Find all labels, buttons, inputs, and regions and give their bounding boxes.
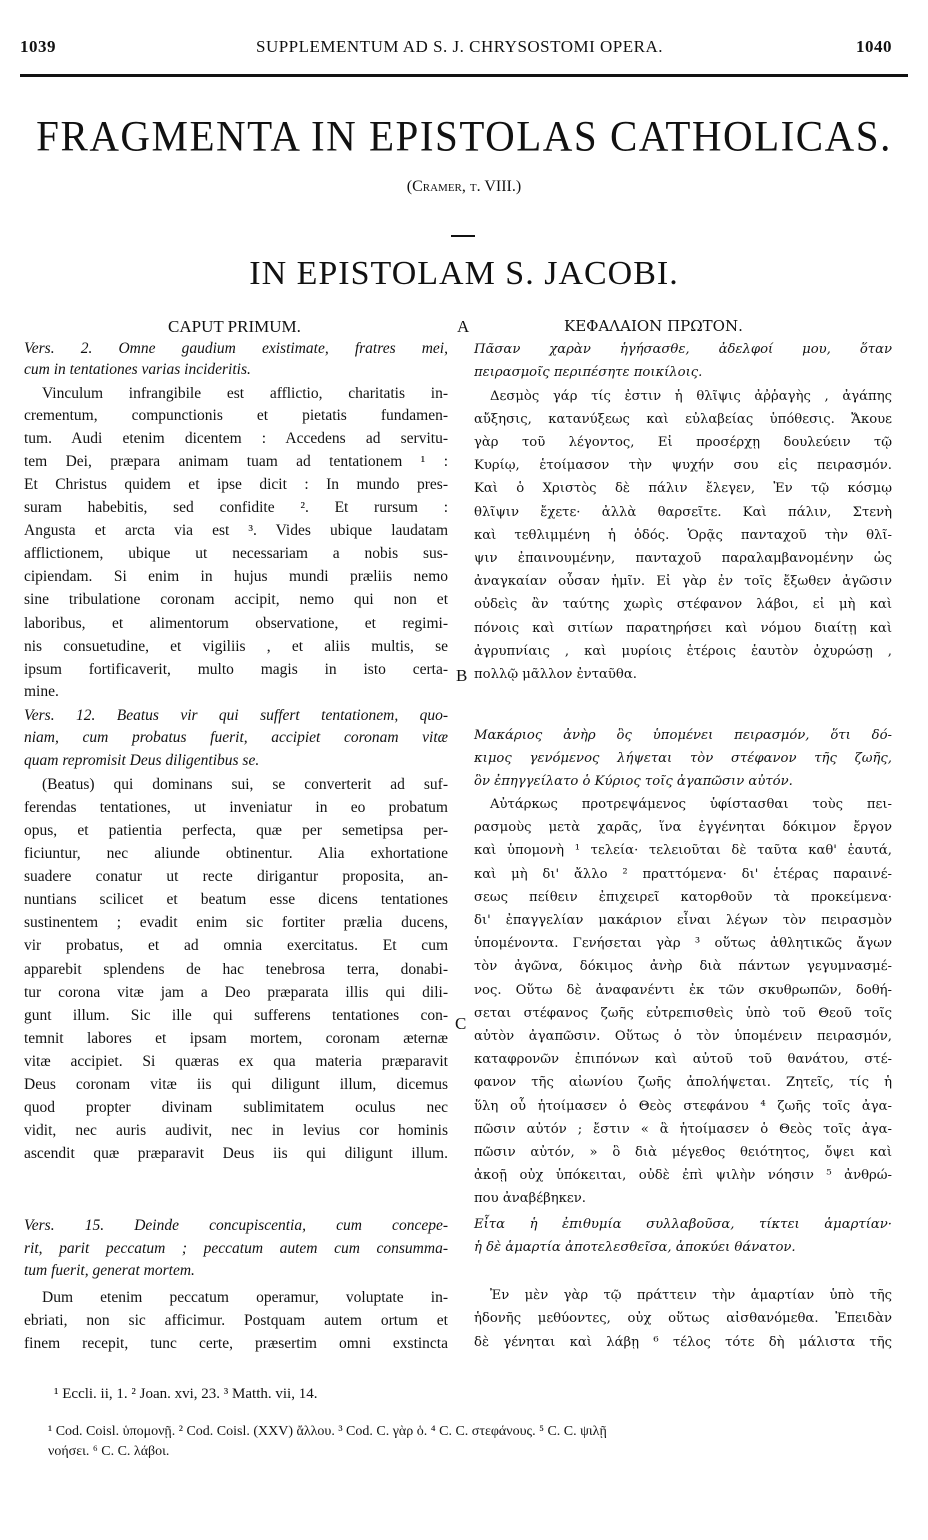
footnotes-greek-line-2: νοήσει. ⁶ C. C. λάβοι. — [48, 1444, 170, 1459]
latin-line: opus, et patientia perfecta, quæ per semetipsa per- — [24, 822, 448, 839]
latin-line: suram habebitis, sed confidite ². Et rursum : — [24, 499, 448, 516]
greek-column — [474, 0, 892, 1400]
greek-line: Μακάριος ἀνὴρ ὃς ὑπομένει πειρασμόν, ὅτι δό- — [474, 728, 892, 743]
latin-line: rit, parit peccatum ; peccatum autem cum consumma- — [24, 1240, 448, 1257]
title-dash — [451, 235, 475, 237]
latin-line: nis consuetudine, et vigiliis , et aliis multis, se — [24, 638, 448, 655]
latin-line: tum fuerit, generat mortem. — [24, 1262, 195, 1279]
latin-line: sine tribulatione coronam accipit, nemo qui non et — [24, 591, 448, 608]
running-title: SUPPLEMENTUM AD S. J. CHRYSOSTOMI OPERA. — [256, 37, 663, 56]
greek-line: τὸν ἀγῶνα, δόκιμος ἀνὴρ διὰ πάντων γεγυμνασμέ- — [474, 959, 892, 974]
latin-line: quod propter divinam sublimitatem oculus nec — [24, 1099, 448, 1116]
greek-line: ἀναγκαίαν οὖσαν ἡμῖν. Εἰ γὰρ ἐν τοῖς ἔξωθεν ἀγῶσιν — [474, 574, 892, 589]
latin-column — [24, 0, 448, 1400]
greek-line: καταφρονῶν ἐπιπόνων καὶ αὐτοῦ τοῦ θανάτου, στέ- — [474, 1052, 892, 1067]
greek-line: πειρασμοῖς περιπέσητε ποικίλοις. — [474, 365, 703, 380]
greek-line: ὕλη οὗ ἡτοίμασεν ὁ Θεὸς στεφάνου ⁴ ζωῆς τοῖς ἀγα- — [474, 1099, 892, 1114]
latin-line: cipiendam. Si enim in hujus mundi præliis nemo — [24, 568, 448, 585]
page-title: FRAGMENTA IN EPISTOLAS CATHOLICAS. — [36, 111, 892, 161]
latin-line: ipsum fortificaverit, multo magis in isto certa- — [24, 661, 448, 678]
greek-line: ὑπομένοντα. Γενήσεται γὰρ ³ οὕτως ἀθλητικῶς ἄγων — [474, 936, 892, 951]
latin-line: tum. Audi etenim dicentem : Accedens ad servitu- — [24, 430, 448, 447]
greek-line: σεται στέφανος ζωῆς εὐτρεπισθεὶς ὑπὸ τοῦ Θεοῦ τοῖς — [474, 1006, 892, 1021]
latin-line: vidit, nec auris audivit, nec in levius cor hominis — [24, 1122, 448, 1139]
page-number-left: 1039 — [20, 37, 56, 56]
section-title: IN EPISTOLAM S. JACOBI. — [249, 255, 679, 292]
latin-line: apparebit splendens de hac tenebrosa terra, donabi- — [24, 961, 448, 978]
greek-chapter-heading: ΚΕΦΑΛΑΙΟΝ ΠΡΩΤΟΝ. — [564, 317, 743, 335]
greek-line: που ἀναβέβηκεν. — [474, 1191, 586, 1206]
margin-letter-b: B — [456, 666, 468, 685]
greek-line: πόνοις καὶ σιτίων παρατηρήσει καὶ νόμου διαίτῃ καὶ — [474, 621, 892, 636]
latin-line: mine. — [24, 683, 59, 700]
greek-line: Ἐν μὲν γὰρ τῷ πράττειν τὴν ἁμαρτίαν ὑπὸ τῆς — [490, 1288, 892, 1303]
latin-line: sustinentem ; evadit enim sic fortiter prælia ducens, — [24, 914, 448, 931]
greek-line: αὔξησις, κατανύξεως καὶ εὐλαβείας ὑπόθεσις. Ἄκουε — [474, 412, 892, 427]
latin-line: Deus coronam vitæ iis qui diligunt illum, dicemus — [24, 1076, 448, 1093]
latin-line: Vers. 2. Omne gaudium existimate, fratres mei, — [24, 340, 448, 357]
footnotes-latin: ¹ Eccli. ii, 1. ² Joan. xvi, 23. ³ Matth. vii, 14. — [54, 1386, 318, 1402]
greek-line: Δεσμὸς γάρ τίς ἐστιν ἡ θλῖψις ἀῤῥαγὴς , ἀγάπης — [490, 389, 892, 404]
greek-line: θλῖψιν ἔχετε· ἀλλὰ θαρσεῖτε. Καὶ πάλιν, Στενὴ — [474, 505, 892, 520]
latin-line: gunt illum. Sic ille qui sufferens tentationes con- — [24, 1007, 448, 1024]
greek-line: κιμος γενόμενος λήψεται τὸν στέφανον τῆς ζωῆς, — [474, 751, 892, 766]
greek-line: νος. Οὕτω δὲ ἀναφανέντι ἐκ τῶν σκυθρωπῶν, δοθή- — [474, 983, 892, 998]
greek-line: ψιν ἐπαινουμένην, πανταχοῦ παραλαμβανομένην ὡς — [474, 551, 892, 566]
greek-line: Πᾶσαν χαρὰν ἡγήσασθε, ἀδελφοί μου, ὅταν — [474, 342, 892, 357]
latin-line: Vers. 12. Beatus vir qui suffert tentationem, quo- — [24, 707, 448, 724]
footnotes-greek-line-1: ¹ Cod. Coisl. ὑπομονῇ. ² Cod. Coisl. (XXV) ἄλλου. ³ Cod. C. γὰρ ὁ. ⁴ C. C. στεφάνους. ⁵ C. C. ψιλῇ — [48, 1424, 607, 1439]
greek-line: αὐτὸν ἀγαπῶσιν. Οὕτως ὁ τὸν ὑπομένειν πειρασμόν, — [474, 1029, 892, 1044]
latin-line: Vinculum infrangibile est afflictio, charitatis in- — [42, 385, 448, 402]
latin-chapter-heading: CAPUT PRIMUM. — [168, 317, 301, 336]
subtitle-text: (Cramer, t. VIII.) — [406, 178, 522, 195]
margin-letter-c: C — [455, 1014, 467, 1033]
latin-line: quam repromisit Deus diligentibus se. — [24, 752, 260, 769]
greek-line: οὐδεὶς ἂν ταύτης χωρὶς στέφανον λάβοι, εἰ μὴ καὶ — [474, 597, 892, 612]
greek-line: γὰρ τοῦ λέγοντος, Εἰ προσέρχῃ δουλεύειν τῷ — [474, 435, 892, 450]
latin-line: vitæ accipiet. Si quæras ex qua materia præparavit — [24, 1053, 448, 1070]
latin-line: (Beatus) qui dominans sui, se converterit ad suf- — [42, 776, 448, 793]
latin-line: ebriati, non sic afficimur. Postquam autem ortum et — [24, 1312, 448, 1329]
latin-line: tem Dei, præpara animam tuam ad tentationem ¹ : — [24, 453, 448, 470]
greek-line: πολλῷ μᾶλλον ἐνταῦθα. — [474, 667, 637, 682]
latin-line: temnit labores et ipsam mortem, coronam æternæ — [24, 1030, 448, 1047]
greek-line: καὶ μὴ δι' ἄλλο ² πραττόμενα· δι' ἑτέρας παραινέ- — [474, 867, 892, 882]
greek-line: Αὐτάρκως προτρεψάμενος ὑφίστασθαι τοὺς πει- — [490, 797, 892, 812]
greek-line: ἀκοῇ οὐχ ὑπόκειται, οὐδὲ ἐπὶ ψιλὴν νόησιν ⁵ ἀνθρώ- — [474, 1168, 892, 1183]
greek-line: δι' ἐπαγγελίαν μακάριον εἶναι λέγων τὸν πειρασμὸν — [474, 913, 892, 928]
latin-line: ficiuntur, nec aliunde obtinentur. Alia exhortatione — [24, 845, 448, 862]
latin-line: nuntians scilicet et beatum esse dicens tentationes — [24, 891, 448, 908]
page-number-right: 1040 — [856, 37, 892, 56]
greek-line: Καὶ ὁ Χριστὸς δὲ πάλιν ἔλεγεν, Ἐν τῷ κόσμῳ — [474, 481, 892, 496]
greek-line: δὲ γένηται καὶ λάβῃ ⁶ τέλος τότε δὴ μάλιστα τῆς — [474, 1335, 892, 1350]
latin-line: afflictionem, ubique ut necessariam a nobis sus- — [24, 545, 448, 562]
greek-line: φανον τῆς αἰωνίου ζωῆς ἀπολήψεται. Ζητεῖς, τίς ἡ — [474, 1075, 892, 1090]
greek-line: Κυρίῳ, ἑτοίμασον τὴν ψυχήν σου εἰς πειρασμόν. — [474, 458, 892, 473]
greek-line: πῶσιν αὐτόν, » ὃ διὰ μέγεθος θειότητος, ὄψει καὶ — [474, 1145, 892, 1160]
greek-line: ἡ δὲ ἁμαρτία ἀποτελεσθεῖσα, ἀποκύει θάνατον. — [474, 1240, 796, 1255]
greek-line: σεως πείθειν ἐπιχειρεῖ κατορθοῦν τὰ προκείμενα· — [474, 890, 892, 905]
latin-line: crementum, compunctionis et pietatis fundamen- — [24, 407, 448, 424]
latin-line: finem recepit, tunc certe, præsertim omni exstincta — [24, 1335, 448, 1352]
latin-line: Et Christus quidem et ipse dicit : In mundo pres- — [24, 476, 448, 493]
latin-line: tur corona vitæ jam a Deo præparata illis qui dili- — [24, 984, 448, 1001]
greek-line: ὃν ἐπηγγείλατο ὁ Κύριος τοῖς ἀγαπῶσιν αὐτόν. — [474, 774, 793, 789]
greek-line: πῶσιν αὐτόν ; ἔστιν « ἃ ἡτοίμασεν ὁ Θεὸς τοῖς ἀγα- — [474, 1122, 892, 1137]
latin-line: Dum etenim peccatum operamur, voluptate in- — [42, 1289, 448, 1306]
latin-line: niam, cum probatus fuerit, accipiet coronam vitæ — [24, 729, 448, 746]
latin-line: Vers. 15. Deinde concupiscentia, cum concepe- — [24, 1217, 448, 1234]
margin-letter-a: A — [457, 317, 470, 336]
latin-line: ascendit quæ præparavit Deus iis qui diligunt illum. — [24, 1145, 448, 1162]
latin-line: vir probatus, et ad omnia exercitatus. Et cum — [24, 937, 448, 954]
greek-line: ἀγρυπνίαις , καὶ μυρίοις ἑτέροις ἑαυτὸν ὀχυρώσῃ , — [474, 644, 892, 659]
greek-line: καὶ τεθλιμμένη ἡ ὁδός. Ὁρᾷς πανταχοῦ τὴν θλῖ- — [474, 528, 892, 543]
greek-line: ρασμοὺς μετὰ χαρᾶς, ἵνα ἐγγένηται δόκιμον ἔργον — [474, 820, 892, 835]
greek-line: καὶ ὑπομονὴ ¹ τελεία· τελειοῦται δὲ ταῦτα καθ' ἑαυτά, — [474, 843, 892, 858]
latin-line: laboribus, et alimentorum observatione, et regimi- — [24, 615, 448, 632]
latin-line: Angusta et arcta via est ³. Vides ubique laudatam — [24, 522, 448, 539]
latin-line: cum in tentationes varias incideritis. — [24, 361, 251, 378]
latin-line: ferendas tentationes, ut inveniatur in eo probatum — [24, 799, 448, 816]
latin-line: suadere conatur ut recte dirigantur proposita, an- — [24, 868, 448, 885]
greek-line: ἡδονῆς μεθύοντες, οὐχ οὕτως αἰσθανόμεθα. Ἐπειδὰν — [474, 1311, 892, 1326]
greek-line: Εἶτα ἡ ἐπιθυμία συλλαβοῦσα, τίκτει ἁμαρτίαν· — [474, 1217, 892, 1232]
